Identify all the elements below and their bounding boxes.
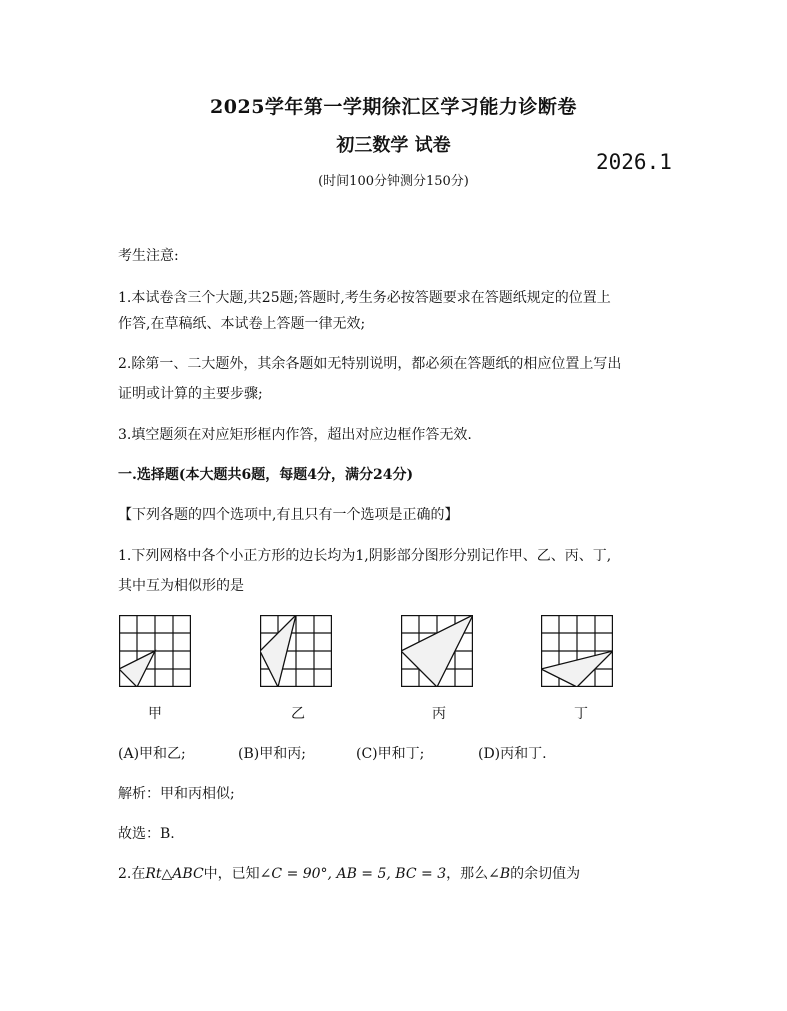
figure-label-yi: 乙 [291,706,305,722]
question-2-prefix: 2.在 [118,866,146,882]
question-1-line-1: 1.下列网格中各个小正方形的边长均为1,阴影部分图形分别记作甲、乙、丙、丁, [118,548,612,564]
formula-triangle: Rt△ABC [145,866,204,882]
option-d: (D)丙和丁. [478,746,547,762]
figure-label-jia: 甲 [148,706,162,722]
question-1-analysis: 解析：甲和丙相似; [118,786,235,802]
time-note: (时间100分钟测分150分) [318,174,469,189]
formula-conditions: ∠C = 90°, AB = 5, BC = 3 [259,866,447,882]
notice-item-3: 3.填空题须在对应矩形框内作答，超出对应边框作答无效. [118,427,472,443]
section-1-instruction: 【下列各题的四个选项中,有且只有一个选项是正确的】 [118,507,459,523]
grid-figure-yi [260,615,332,687]
question-1-answer: 故选：B. [118,826,175,842]
notice-item-2-line-1: 2.除第一、二大题外，其余各题如无特别说明，都必须在答题纸的相应位置上写出 [118,356,622,372]
figure-label-ding: 丁 [574,706,588,722]
grid-figure-jia [119,615,191,687]
exam-subtitle: 初三数学 试卷 [336,135,451,156]
option-c: (C)甲和丁; [356,746,425,762]
question-2-mid-2: ，那么 [446,866,489,882]
question-2-stem [118,863,580,883]
option-b: (B)甲和丙; [238,746,306,762]
notice-item-2-line-2: 证明或计算的主要步骤; [118,386,263,402]
exam-title: 2025学年第一学期徐汇区学习能力诊断卷 [210,96,577,118]
question-2-mid-1: 中，已知 [203,866,260,882]
question-2-suffix: 的余切值为 [510,866,581,882]
option-a: (A)甲和乙; [118,746,186,762]
notice-item-1-line-2: 作答,在草稿纸、本试卷上答题一律无效; [118,316,366,332]
notice-heading: 考生注意: [118,248,179,264]
exam-date: 2026.1 [596,150,672,174]
section-1-heading: 一.选择题(本大题共6题，每题4分，满分24分) [118,467,414,483]
notice-item-1-line-1: 1.本试卷含三个大题,共25题;答题时,考生务必按答题要求在答题纸规定的位置上 [118,290,611,306]
grid-figure-bing [401,615,473,687]
figure-label-bing: 丙 [432,706,446,722]
grid-figure-ding [541,615,613,687]
formula-angle-b: ∠B [488,866,511,882]
question-1-line-2: 其中互为相似形的是 [118,578,244,594]
